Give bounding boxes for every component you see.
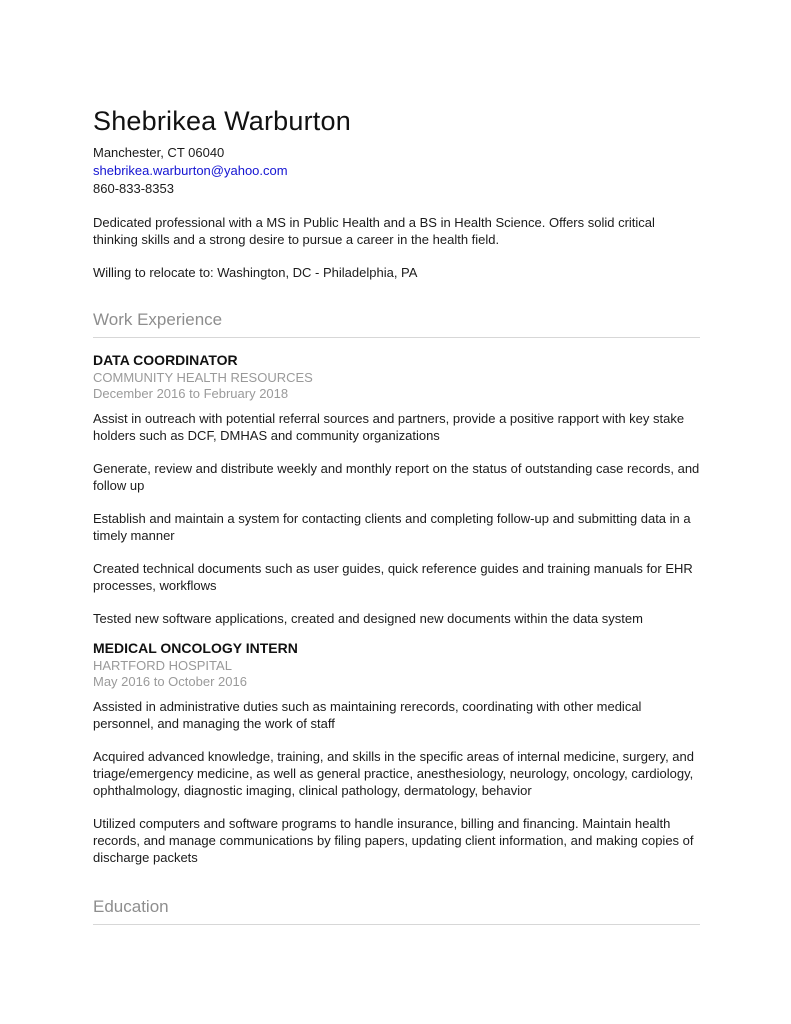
section-title-work: Work Experience — [93, 310, 700, 338]
candidate-name: Shebrikea Warburton — [93, 106, 351, 136]
job-dates: May 2016 to October 2016 — [93, 674, 247, 689]
job-bullet: Utilized computers and software programs to handle insurance, billing and financing. Maintain health records, and manage communications by filing papers, updating client information, and making copies of discharge packets — [93, 816, 694, 865]
job-company: COMMUNITY HEALTH RESOURCES — [93, 370, 313, 385]
phone-line: 860-833-8353 — [93, 181, 174, 196]
job-bullet: Tested new software applications, created and designed new documents within the data system — [93, 611, 643, 626]
job-title: DATA COORDINATOR — [93, 352, 238, 368]
job-bullet: Created technical documents such as user guides, quick reference guides and training manuals for EHR processes, workflows — [93, 561, 693, 593]
job-company: HARTFORD HOSPITAL — [93, 658, 232, 673]
summary-paragraph: Dedicated professional with a MS in Public Health and a BS in Health Science. Offers solid critical thinking skills and a strong desire to pursue a career in the health field. — [93, 215, 655, 247]
job-bullet: Assisted in administrative duties such as maintaining rerecords, coordinating with other medical personnel, and managing the work of staff — [93, 699, 642, 731]
relocation-line: Willing to relocate to: Washington, DC - Philadelphia, PA — [93, 265, 418, 280]
job-entry — [93, 352, 700, 627]
job-bullet: Assist in outreach with potential referral sources and partners, provide a positive rapport with key stake holders such as DCF, DMHAS and community organizations — [93, 411, 685, 443]
job-bullet: Generate, review and distribute weekly and monthly report on the status of outstanding case records, and follow up — [93, 461, 700, 493]
job-title: MEDICAL ONCOLOGY INTERN — [93, 640, 298, 656]
job-bullet: Establish and maintain a system for contacting clients and completing follow-up and submitting data in a timely manner — [93, 511, 691, 543]
job-bullet: Acquired advanced knowledge, training, and skills in the specific areas of internal medicine, surgery, and triage/emergency medicine, as well as general practice, anesthesiology, neurology, oncology, cardiology, ophthalmology, diagnostic imaging, clinical pathology, dermatology, behavior — [93, 749, 694, 798]
location-line: Manchester, CT 06040 — [93, 145, 225, 160]
section-title-education: Education — [93, 897, 700, 925]
job-entry — [93, 640, 700, 866]
job-dates: December 2016 to February 2018 — [93, 386, 289, 401]
email-line — [93, 162, 700, 180]
email-link[interactable]: shebrikea.warburton@yahoo.com — [93, 163, 288, 178]
